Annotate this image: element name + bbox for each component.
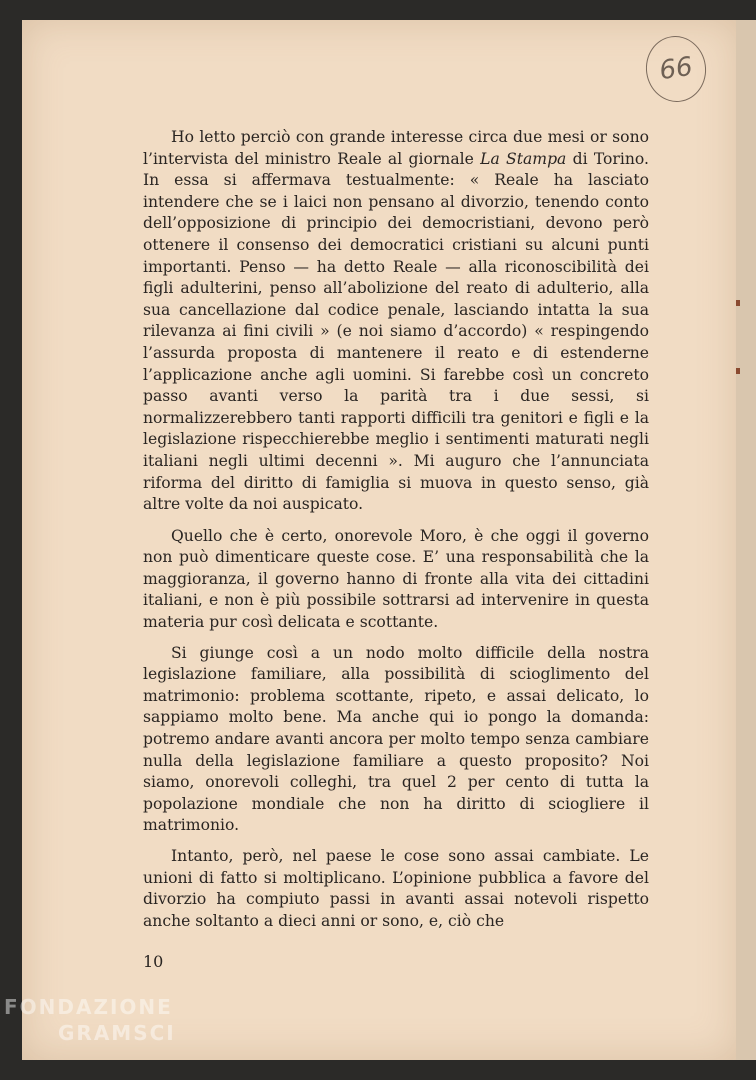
page-edge: [736, 20, 756, 1060]
paragraph: Intanto, però, nel paese le cose sono assai cambiate. Le unioni di fatto si moltiplicano. L’opinione pubblica a favore del divorzio ha compiuto passi in avanti assai notevoli rispetto anche soltanto a dieci anni or sono, e, ciò che: [143, 847, 649, 930]
paragraph: Quello che è certo, onorevole Moro, è che oggi il governo non può dimenticare queste cose. E’ una responsabilità che la maggioranza, il governo hanno di fronte alla vita dei cittadini italiani, e non è più possibile sottrarsi ad intervenire in questa materia pur così delicata e scottante.: [143, 526, 649, 632]
page-number: 10: [143, 952, 164, 971]
watermark-line-1: FONDAZIONE: [4, 995, 173, 1019]
body-text: [143, 127, 649, 941]
spine-mark: [736, 300, 740, 306]
newspaper-title: La Stampa: [480, 149, 567, 168]
watermark-line-2: GRAMSCI: [58, 1021, 176, 1045]
paragraph: Si giunge così a un nodo molto difficile della nostra legislazione familiare, alla possibilità di scioglimento del matrimonio: problema scottante, ripeto, e assai delicato, lo sappiamo molto bene. Ma anche qui io pongo la domanda: potremo andare avanti ancora per molto tempo senza cambiare nulla della legislazione familiare a questo proposito? Noi siamo, onorevoli colleghi, tra quel 2 per cento di tutta la popolazione mondiale che non ha diritto di sciogliere il matrimonio.: [143, 643, 649, 835]
paragraph: Ho letto perciò con grande interesse circa due mesi or sono l’intervista del ministro Reale al giornale La Stampa di Torino. In essa si affermava testualmente: « Reale ha lasciato intendere che se i laici non pensano al divorzio, tenendo conto dell’opposizione di principio dei democristiani, devono però ottenere il consenso dei democratici cristiani su alcuni punti importanti. Penso — ha detto Reale — alla riconoscibilità dei figli adulterini, penso all’abolizione del reato di adulterio, alla sua cancellazione dal codice penale, lasciando intatta la sua rilevanza ai fini civili » (e noi siamo d’accordo) « respingendo l’assurda proposta di mantenere il reato e di estenderne l’applicazione anche agli uomini. Si farebbe così un concreto passo avanti verso la parità tra i due sessi, si normalizzerebbero tanti rapporti difficili tra genitori e figli e la legislazione rispecchierebbe meglio i sentimenti maturati negli italiani negli ultimi decenni ». Mi auguro che l’annunciata riforma del diritto di famiglia si muova in questo senso, già altre volte da noi auspicato.: [143, 128, 649, 514]
watermark-logo: [4, 994, 176, 1046]
handwritten-page-number: 66: [642, 32, 711, 106]
spine-mark: [736, 368, 740, 374]
